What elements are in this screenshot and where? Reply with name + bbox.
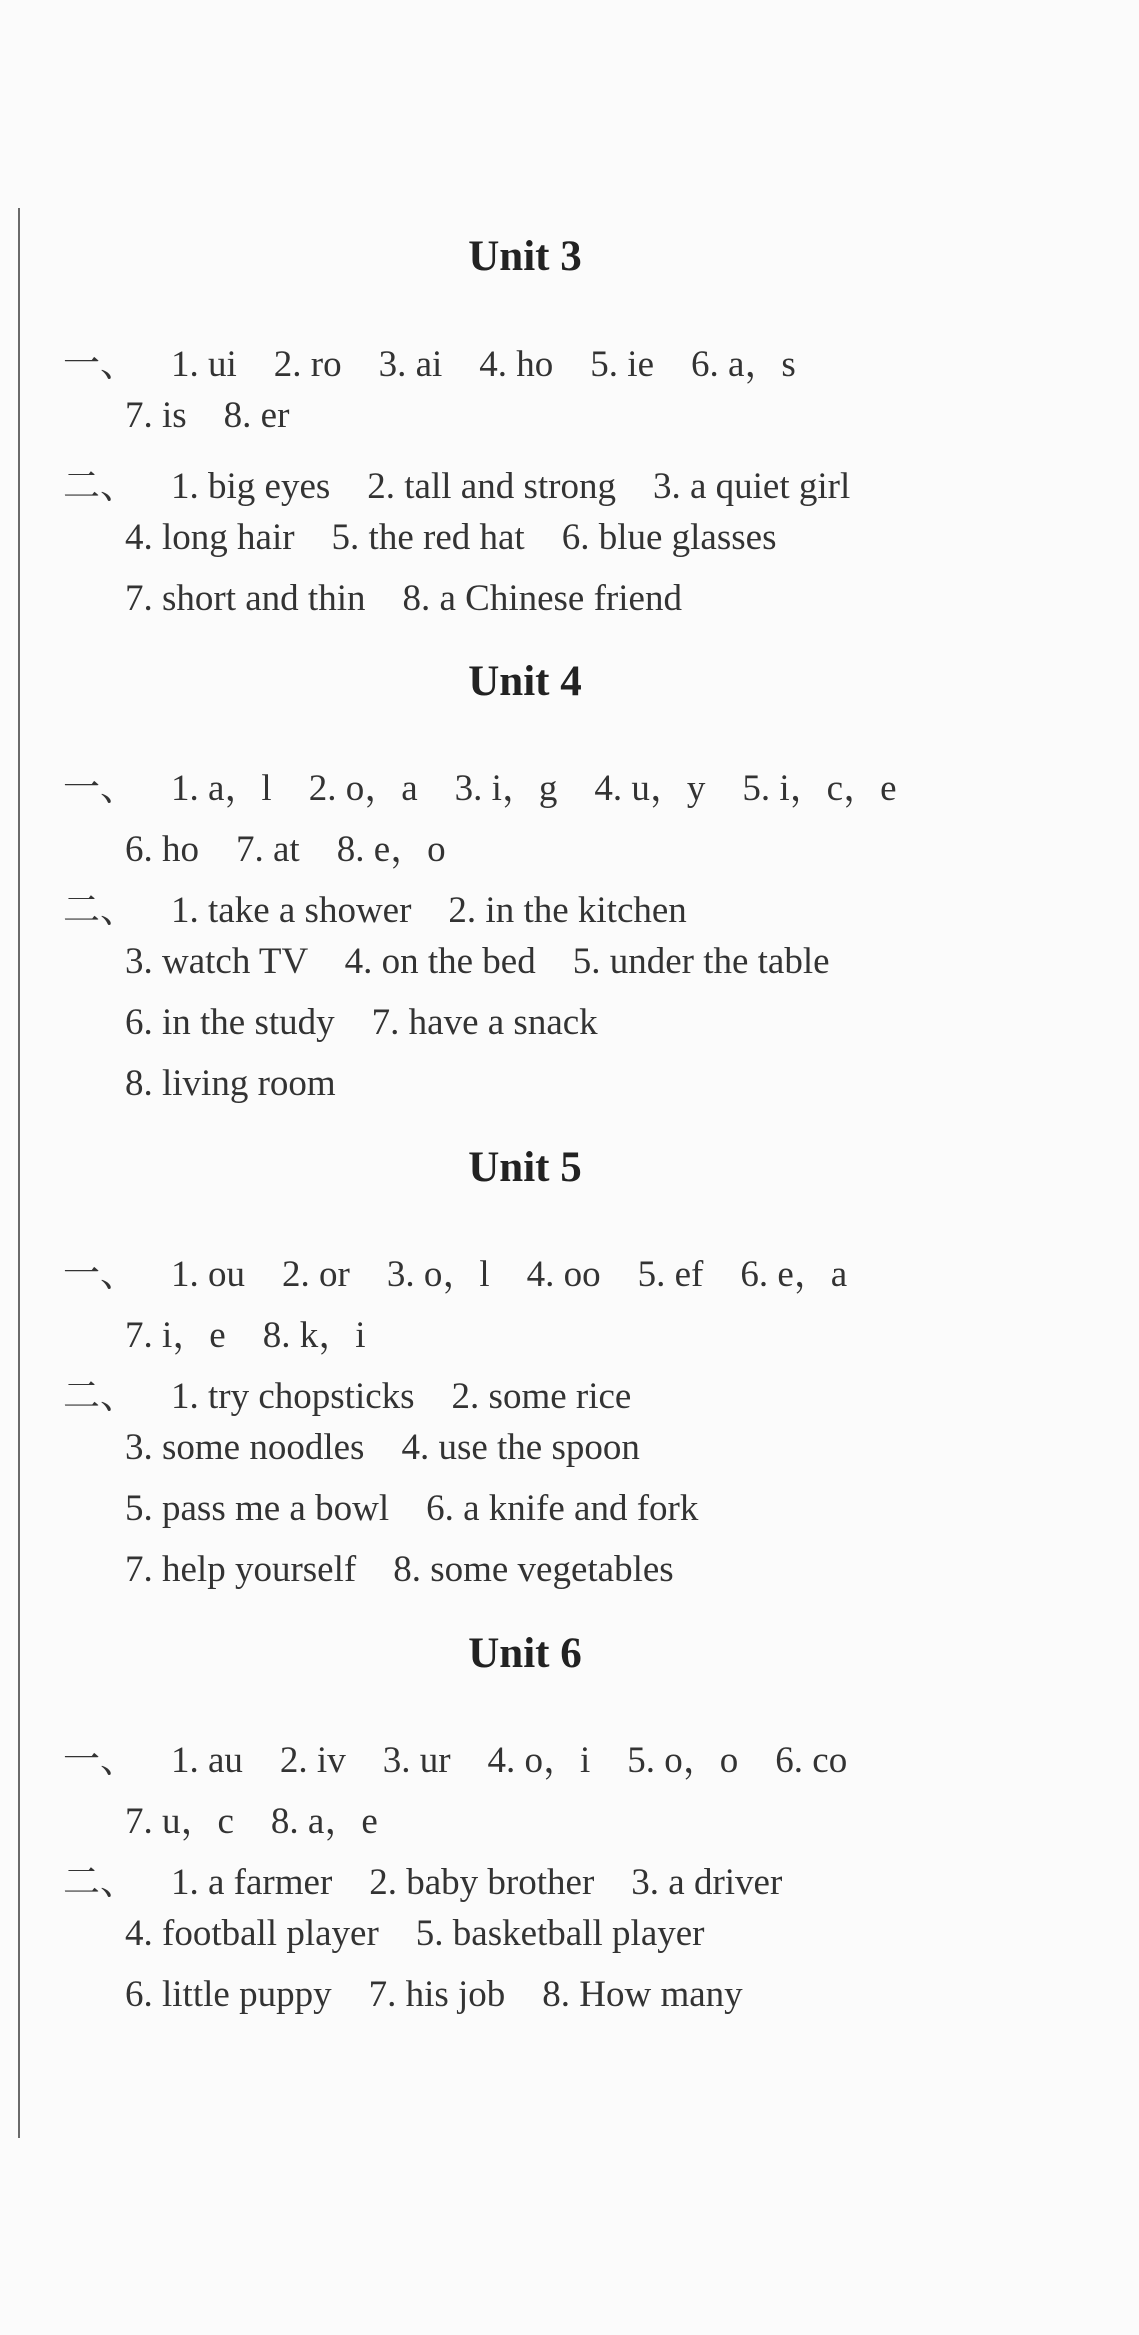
unit-4-part1-line1 (63, 757, 897, 811)
answer-text: 1. ui 2. ro 3. ai 4. ho 5. ie 6. a，s (171, 344, 796, 385)
unit-5-part2-line3: 5. pass me a bowl 6. a knife and fork (125, 1488, 699, 1529)
answer-text: 1. big eyes 2. tall and strong 3. a quiet girl (171, 466, 851, 507)
unit-4-part2-line3: 6. in the study 7. have a snack (125, 1002, 598, 1043)
unit-5-part1-line2: 7. i，e 8. k，i (125, 1315, 366, 1356)
unit-4-title: Unit 4 (468, 658, 582, 705)
unit-3-part2-line3: 7. short and thin 8. a Chinese friend (125, 578, 682, 619)
unit-5-title: Unit 5 (468, 1144, 582, 1191)
answer-text: 1. ou 2. or 3. o，l 4. oo 5. ef 6. e，a (171, 1254, 848, 1295)
part-label: 二、 (63, 890, 137, 931)
part-label: 二、 (63, 1376, 137, 1417)
unit-3-part1-line2: 7. is 8. er (125, 395, 290, 436)
unit-4-part2-line4: 8. living room (125, 1063, 336, 1104)
answer-text: 1. try chopsticks 2. some rice (171, 1376, 632, 1417)
unit-6-part2-line3: 6. little puppy 7. his job 8. How many (125, 1974, 743, 2015)
answer-text: 1. a farmer 2. baby brother 3. a driver (171, 1862, 783, 1903)
unit-4-part2-line2: 3. watch TV 4. on the bed 5. under the table (125, 941, 830, 982)
unit-3-title: Unit 3 (468, 233, 582, 280)
unit-5-part2-line1 (63, 1365, 631, 1419)
unit-6-title: Unit 6 (468, 1630, 582, 1677)
unit-5-part2-line4: 7. help yourself 8. some vegetables (125, 1549, 674, 1590)
unit-6-part1-line1 (63, 1729, 847, 1783)
answer-text: 1. au 2. iv 3. ur 4. o，i 5. o，o 6. co (171, 1740, 848, 1781)
part-label: 一、 (63, 1740, 137, 1781)
unit-3-part2-line1 (63, 455, 850, 509)
part-label: 二、 (63, 466, 137, 507)
unit-5-part1-line1 (63, 1243, 847, 1297)
part-label: 二、 (63, 1862, 137, 1903)
answer-text: 1. take a shower 2. in the kitchen (171, 890, 687, 931)
unit-3-part2-line2: 4. long hair 5. the red hat 6. blue glasses (125, 517, 777, 558)
answer-text: 1. a，l 2. o，a 3. i，g 4. u，y 5. i，c，e (171, 768, 897, 809)
unit-6-part2-line2: 4. football player 5. basketball player (125, 1913, 705, 1954)
part-label: 一、 (63, 1254, 137, 1295)
unit-4-part2-line1 (63, 879, 687, 933)
unit-3-part1-line1 (63, 333, 796, 387)
unit-6-part1-line2: 7. u，c 8. a，e (125, 1801, 378, 1842)
unit-6-part2-line1 (63, 1851, 782, 1905)
part-label: 一、 (63, 768, 137, 809)
unit-5-part2-line2: 3. some noodles 4. use the spoon (125, 1427, 640, 1468)
unit-4-part1-line2: 6. ho 7. at 8. e，o (125, 829, 446, 870)
part-label: 一、 (63, 344, 137, 385)
